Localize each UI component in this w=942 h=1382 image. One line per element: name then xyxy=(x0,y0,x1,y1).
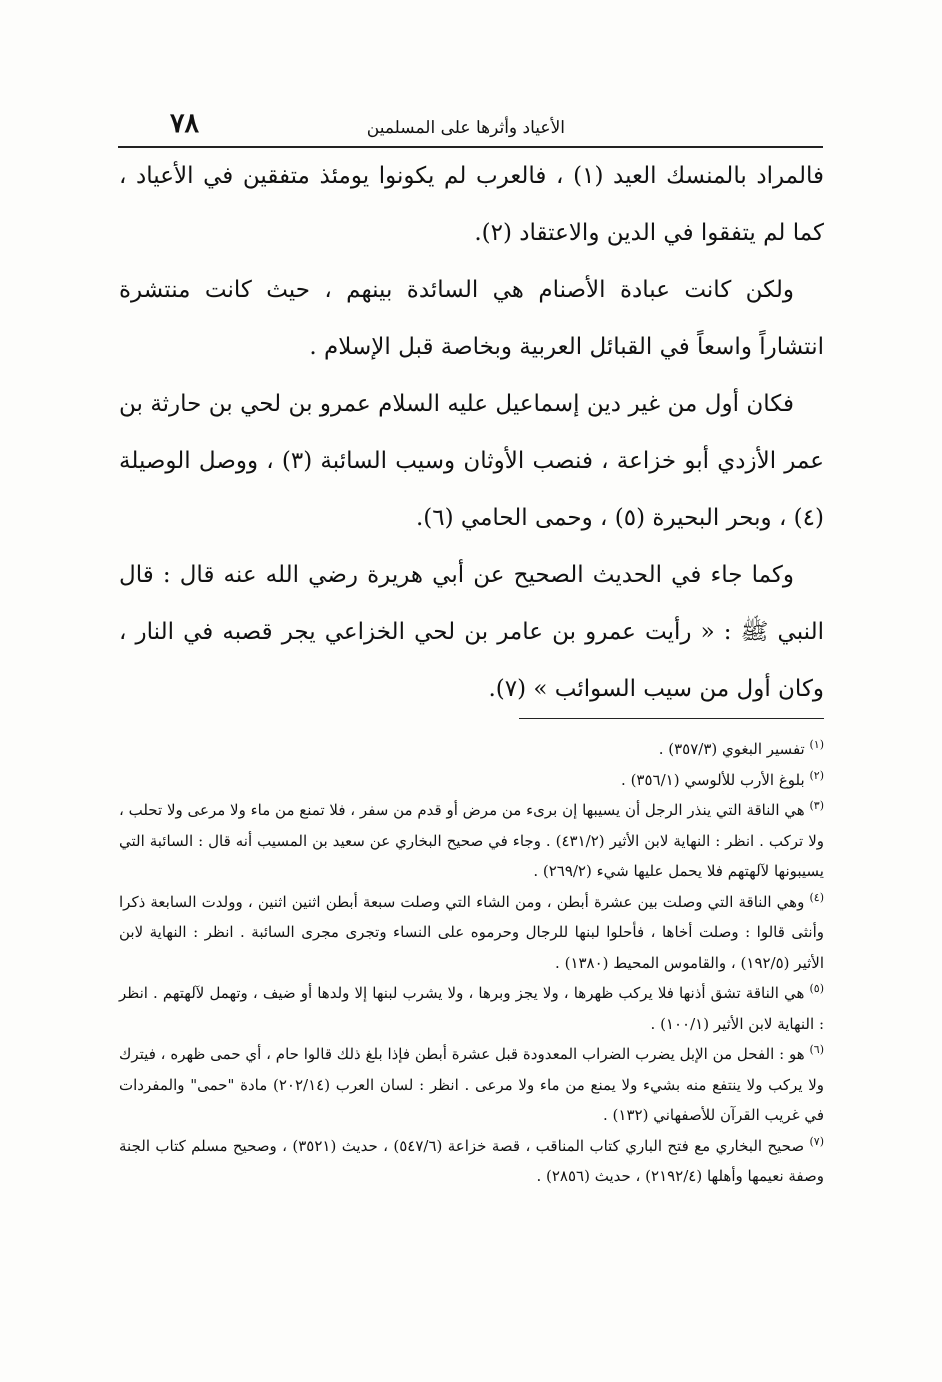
footnote-text: وهي الناقة التي وصلت بين عشرة أبطن ، ومن الشاء التي وصلت سبعة أبطن اثنين اثنين ، وولدت السابعة ذكرا وأنثى قالوا : وصلت أخاها ، فأحلوا لبنها للرجال وحرموه على النساء وتجرى مجرى السائبة . انظر : النهاية لابن الأثير (١٩٢/٥) ، والقاموس المحيط (١٣٨٠) . xyxy=(119,892,824,972)
running-title: الأعياد وأثرها على المسلمين xyxy=(366,118,565,138)
footnote-text: هي الناقة التي ينذر الرجل أن يسيبها إن برىء من مرض أو قدم من سفر ، فلا تمنع من ماء ولا مرعى ولا تحلب ، ولا تركب . انظر : النهاية لابن الأثير (٤٣١/٢) . وجاء في صحيح البخاري عن سعيد بن المسيب أنه قال : السائبة التي يسيبونها لآلهتهم فلا يحمل عليها شيء (٢٦٩/٢) . xyxy=(119,801,824,880)
footnote-number: (٦) xyxy=(809,1043,824,1056)
footnote-6 xyxy=(119,1039,824,1131)
footnote-1 xyxy=(119,734,824,765)
main-text xyxy=(119,148,824,718)
footnotes xyxy=(119,734,824,1192)
footnote-separator xyxy=(519,718,824,719)
paragraph-4: وكما جاء في الحديث الصحيح عن أبي هريرة رضي الله عنه قال : قال النبي ﷺ : « رأيت عمرو بن عامر بن لحي الخزاعي يجر قصبه في النار ، وكان أول من سيب السوائب » (٧). xyxy=(119,562,824,702)
footnote-4 xyxy=(119,887,824,979)
page-header xyxy=(118,108,823,148)
footnote-text: صحيح البخاري مع فتح الباري كتاب المناقب ، قصة خزاعة (٥٤٧/٦) ، حديث (٣٥٢١) ، وصحيح مسلم كتاب الجنة وصفة نعيمها وأهلها (٢١٩٢/٤) ، حديث (٢٨٥٦) . xyxy=(119,1136,824,1185)
footnote-number: (٢) xyxy=(809,768,824,782)
footnote-text: تفسير البغوي (٣٥٧/٣) . xyxy=(658,740,805,758)
page-number: ٧٨ xyxy=(170,108,200,139)
footnote-3 xyxy=(119,795,824,887)
footnote-number: (١) xyxy=(809,738,824,751)
paragraph-2: ولكن كانت عبادة الأصنام هي السائدة بينهم ، حيث كانت منتشرة انتشاراً واسعاً في القبائل العربية وبخاصة قبل الإسلام . xyxy=(119,277,824,360)
footnote-7 xyxy=(119,1131,824,1192)
footnote-text: هو : الفحل من الإبل يضرب الضراب المعدودة قبل عشرة أبطن فإذا بلغ ذلك قالوا حام ، أي حمى ظهره ، فيترك ولا يركب ولا ينتفع منه بشيء ولا يمنع من ماء ولا مرعى . انظر : لسان العرب (٢٠٢/١٤) مادة "حمى" والمفردات في غريب القرآن للأصفهاني (١٣٢) . xyxy=(119,1045,825,1124)
footnote-5 xyxy=(119,978,824,1039)
footnote-number: (٧) xyxy=(809,1134,824,1148)
paragraph-3: فكان أول من غير دين إسماعيل عليه السلام عمرو بن لحي بن حارثة بن عمر الأزدي أبو خزاعة ، فنصب الأوثان وسيب السائبة (٣) ، ووصل الوصيلة (٤) ، وبحر البحيرة (٥) ، وحمى الحامي (٦). xyxy=(119,391,825,531)
footnote-number: (٣) xyxy=(809,799,824,812)
footnote-2 xyxy=(119,765,824,796)
footnote-number: (٤) xyxy=(809,890,824,904)
footnote-text: هي الناقة تشق أذنها فلا يركب ظهرها ، ولا يجز وبرها ، ولا يشرب لبنها إلا ولدها أو ضيف ، وتهمل لآلهتهم . انظر : النهاية لابن الأثير (١٠٠/١) . xyxy=(119,984,824,1033)
footnote-text: بلوغ الأرب للألوسي (٣٥٦/١) . xyxy=(621,770,805,789)
footnote-number: (٥) xyxy=(809,982,824,995)
paragraph-1: فالمراد بالمنسك العيد (١) ، فالعرب لم يكونوا يومئذ متفقين في الأعياد ، كما لم يتفقوا في الدين والاعتقاد (٢). xyxy=(119,163,824,246)
